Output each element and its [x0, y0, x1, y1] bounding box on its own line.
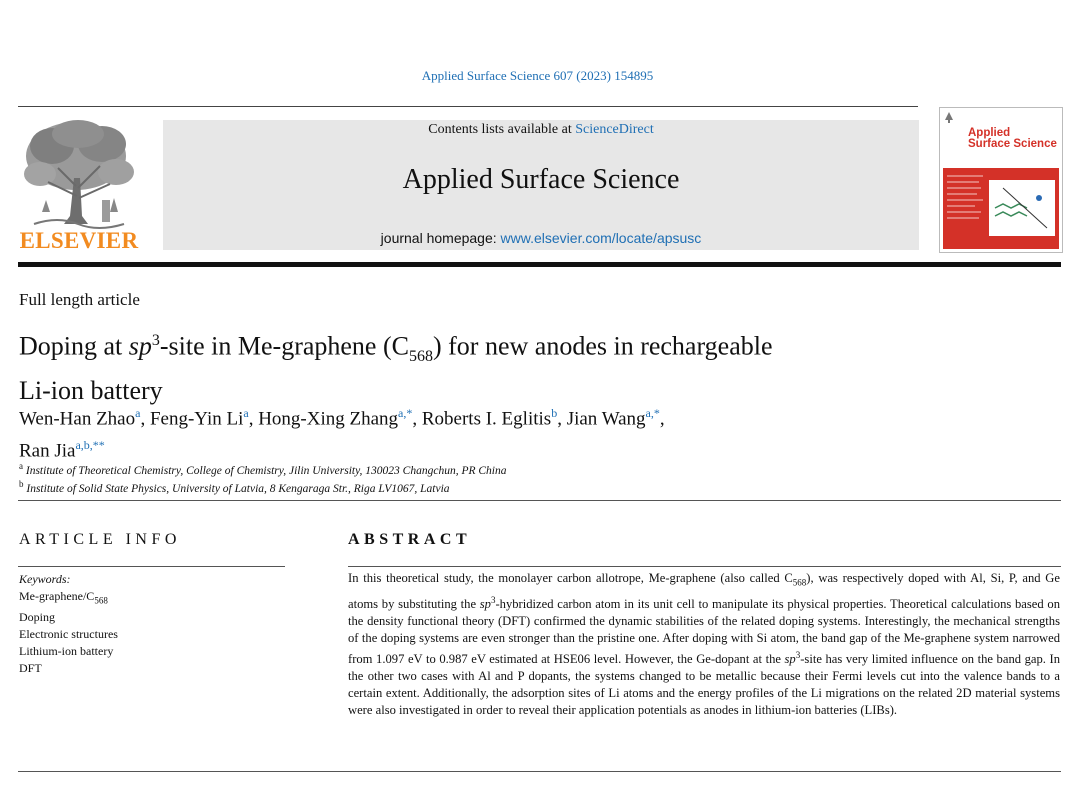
abstract-sp-sup: 3 — [490, 594, 496, 605]
contents-available-line — [163, 122, 919, 138]
journal-homepage-link[interactable]: www.elsevier.com/locate/apsusc — [500, 230, 702, 246]
author-separator: , — [412, 408, 422, 430]
abstract-divider — [348, 566, 1061, 567]
author-separator: , — [248, 408, 259, 430]
cover-art-panel — [943, 168, 1059, 249]
abstract-segment: ), was respectively doped with Al, Si, P, and Ge atoms by substituting the — [348, 571, 1060, 611]
journal-cover-thumbnail[interactable] — [939, 107, 1063, 253]
cover-title-line1: Applied — [968, 127, 1011, 139]
journal-header — [163, 120, 919, 250]
author-name[interactable]: Feng-Yin Li — [149, 408, 244, 430]
author-separator: , — [557, 408, 567, 430]
author-separator: , — [659, 408, 665, 430]
header-thick-divider — [18, 262, 1061, 267]
affiliation-a — [19, 461, 507, 477]
homepage-prefix: journal homepage: — [380, 230, 501, 246]
title-c-sub: 568 — [408, 347, 433, 365]
abstract-sp: sp — [784, 651, 796, 666]
keyword-item[interactable] — [19, 588, 118, 609]
keywords-heading: Keywords: — [19, 572, 71, 586]
keyword-item[interactable]: Lithium-ion battery — [19, 644, 114, 659]
affiliation-b — [19, 479, 450, 495]
cover-title-line2: Surface Science — [968, 138, 1057, 150]
contents-prefix: Contents lists available at — [428, 122, 576, 137]
abstract-segment: -site has very limited influence on the band gap. In the other two cases with Al and P dopants, the systems changed to be metallic because their Fermi levels cut into the valence bands to a certain extent. Additionally, the adsorption sites of Li atoms and the energy profiles of the Li migrations on the related 2D material systems were also investigated in order to reveal their application potentials as anodes in lithium-ion batteries (LIBs). — [348, 651, 1060, 717]
title-sp-sup: 3 — [151, 332, 160, 349]
sciencedirect-link[interactable]: ScienceDirect — [575, 122, 654, 137]
keyword-text: Me-graphene/C — [19, 589, 95, 603]
cover-publisher-mark-icon — [944, 111, 954, 123]
author-affiliation-marker[interactable]: a — [135, 406, 141, 420]
author-affiliation-marker[interactable]: a — [243, 406, 249, 420]
elsevier-wordmark: ELSEVIER — [19, 228, 139, 253]
cover-art-graphic — [943, 168, 1059, 249]
author-separator: , — [140, 408, 150, 430]
article-type: Full length article — [19, 290, 140, 309]
journal-title: Applied Surface Science — [402, 164, 680, 195]
title-line2: Li-ion battery — [19, 375, 163, 405]
journal-homepage-line — [163, 230, 919, 246]
keyword-item[interactable]: Electronic structures — [19, 627, 118, 642]
author-affiliation-marker[interactable]: a,b,** — [75, 438, 105, 453]
section-divider — [18, 500, 1061, 501]
abstract-text — [348, 570, 1060, 719]
top-divider — [18, 106, 918, 107]
bottom-divider — [18, 771, 1061, 772]
title-part2: -site in Me-graphene (C — [159, 331, 409, 361]
abstract-segment: -hybridized carbon atom in its unit cell to manipulate its physical properties. Theoretical calculations based on the density functional theory (DFT) confirmed the dynamic stabilities of the related doping systems. Interestingly, the mechanical strengths of the doping systems are even stronger than the pristine one. After doping with Si atom, the band gap of the Me-graphene system narrowed from 1.097 eV to 0.987 eV estimated at HSE06 level. However, the Ge-dopant at the — [348, 596, 1060, 666]
article-info-divider — [18, 566, 285, 567]
author-list — [19, 400, 1019, 465]
author-name[interactable]: Ran Jia — [19, 440, 76, 462]
abstract-sp-sup: 3 — [795, 649, 801, 660]
article-title — [19, 324, 1019, 408]
affiliation-label: b — [19, 479, 24, 489]
author-name[interactable]: Roberts I. Eglitis — [421, 408, 552, 430]
abstract-segment: In this theoretical study, the monolayer carbon allotrope, Me-graphene (also called C — [348, 571, 793, 585]
author-name[interactable]: Jian Wang — [566, 408, 646, 430]
title-sp: sp — [128, 331, 152, 361]
abstract-heading: ABSTRACT — [348, 531, 472, 548]
title-part3: ) for new anodes in rechargeable — [432, 331, 773, 361]
journal-citation-link[interactable]: Applied Surface Science 607 (2023) 154895 — [421, 68, 654, 83]
keyword-item[interactable]: Doping — [19, 610, 55, 625]
affiliation-text: Institute of Solid State Physics, University of Latvia, 8 Kengaraga Str., Riga LV1067, Latvia — [26, 482, 450, 495]
title-part1: Doping at — [19, 331, 129, 361]
author-affiliation-marker[interactable]: a,* — [645, 406, 660, 420]
author-name[interactable]: Wen-Han Zhao — [19, 408, 136, 430]
author-affiliation-marker[interactable]: a,* — [398, 406, 413, 420]
abstract-sp: sp — [479, 596, 491, 611]
author-affiliation-marker[interactable]: b — [551, 406, 558, 420]
author-name[interactable]: Hong-Xing Zhang — [258, 408, 399, 430]
keyword-item[interactable]: DFT — [19, 661, 42, 676]
article-info-heading: ARTICLE INFO — [19, 531, 181, 548]
cover-title — [968, 128, 1062, 150]
affiliation-label: a — [19, 461, 23, 471]
keyword-subscript: 568 — [94, 595, 108, 606]
keyword-list — [19, 588, 118, 677]
affiliation-text: Institute of Theoretical Chemistry, College of Chemistry, Jilin University, 130023 Changchun, PR China — [25, 464, 507, 477]
abstract-subscript: 568 — [792, 577, 807, 588]
